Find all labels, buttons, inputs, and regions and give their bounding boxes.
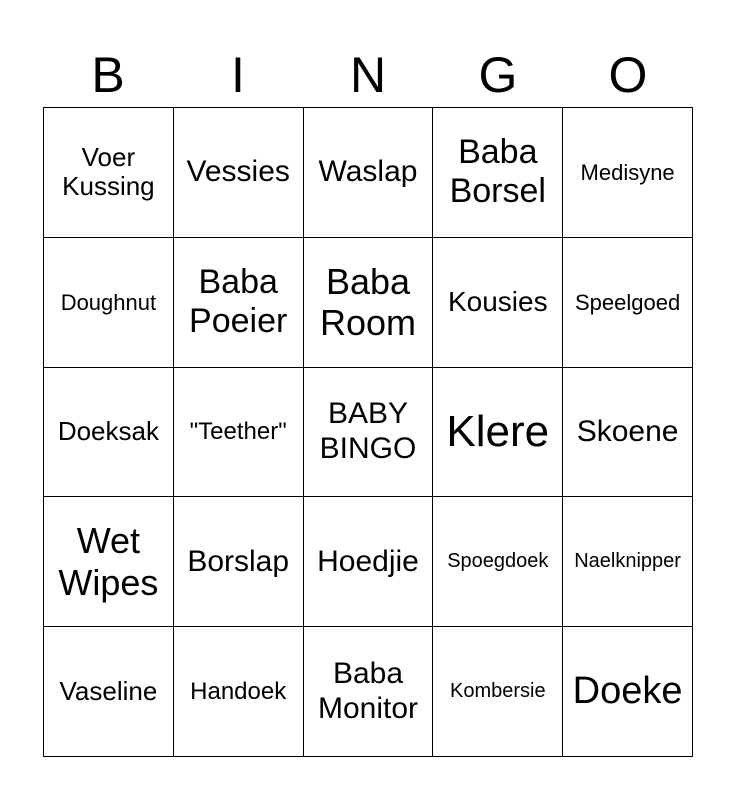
bingo-cell[interactable] (433, 368, 563, 498)
header-letter-i: I (231, 47, 245, 103)
bingo-card (43, 107, 693, 757)
cell-label: Wet Wipes (58, 520, 159, 603)
cell-label: Baba Poeier (189, 263, 288, 341)
bingo-cell[interactable] (44, 238, 174, 368)
bingo-cell[interactable] (304, 627, 434, 757)
cell-label: Kombersie (449, 680, 546, 703)
bingo-cell[interactable] (44, 108, 174, 238)
bingo-cell[interactable] (563, 497, 693, 627)
cell-label: Hoedjie (317, 544, 419, 578)
header-letter-n: N (349, 47, 387, 103)
bingo-cell[interactable] (563, 368, 693, 498)
cell-label: BABY BINGO (319, 397, 417, 465)
header-letter-b: B (91, 47, 125, 103)
cell-label: Baba Borsel (449, 133, 546, 211)
bingo-free-cell[interactable] (304, 368, 434, 498)
bingo-cell[interactable] (433, 497, 563, 627)
cell-label: Skoene (576, 414, 679, 448)
bingo-cell[interactable] (304, 108, 434, 238)
cell-label: "Teether" (189, 418, 287, 446)
cell-label: Doeke (572, 669, 683, 712)
bingo-cell[interactable] (433, 627, 563, 757)
bingo-cell[interactable] (563, 238, 693, 368)
bingo-cell[interactable] (304, 497, 434, 627)
bingo-cell[interactable] (433, 238, 563, 368)
bingo-cell[interactable] (174, 238, 304, 368)
cell-label: Speelgoed (574, 289, 681, 315)
bingo-cell[interactable] (563, 627, 693, 757)
cell-label: Doeksak (57, 416, 159, 447)
header-letter-o: O (608, 47, 648, 103)
cell-label: Klere (446, 406, 550, 456)
bingo-cell[interactable] (44, 627, 174, 757)
cell-label: Naelknipper (574, 550, 681, 573)
cell-label: Doughnut (60, 289, 157, 315)
cell-label: Vaseline (59, 675, 158, 706)
cell-label: Handoek (190, 677, 287, 705)
bingo-cell[interactable] (563, 108, 693, 238)
cell-label: Kousies (447, 286, 548, 318)
bingo-cell[interactable] (433, 108, 563, 238)
bingo-cell[interactable] (174, 627, 304, 757)
cell-label: Borslap (187, 544, 290, 578)
bingo-cell[interactable] (174, 497, 304, 627)
bingo-cell[interactable] (44, 368, 174, 498)
bingo-cell[interactable] (304, 238, 434, 368)
cell-label: Baba Monitor (317, 657, 419, 725)
cell-label: Vessies (186, 155, 290, 189)
bingo-cell[interactable] (174, 368, 304, 498)
cell-label: Waslap (318, 155, 418, 189)
bingo-header (43, 44, 693, 106)
bingo-cell[interactable] (174, 108, 304, 238)
header-letter-g: G (478, 47, 518, 103)
cell-label: Medisyne (580, 159, 675, 185)
bingo-cell[interactable] (44, 497, 174, 627)
cell-label: Voer Kussing (62, 141, 155, 202)
cell-label: Spoegdoek (447, 550, 549, 573)
cell-label: Baba Room (319, 260, 416, 344)
